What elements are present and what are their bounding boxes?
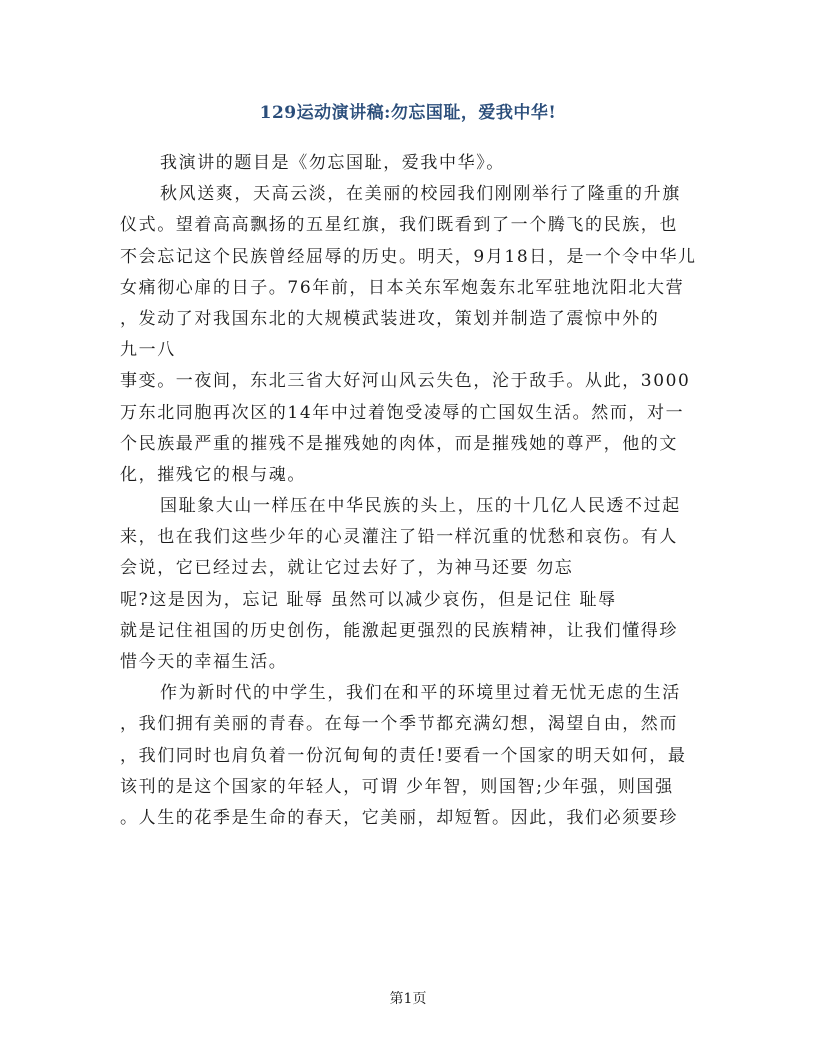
paragraph-line: 仪式。望着高高飘扬的五星红旗，我们既看到了一个腾飞的民族，也 (120, 215, 678, 236)
document-title: 129运动演讲稿:勿忘国耻，爱我中华! (259, 103, 557, 123)
paragraph-line: 。人生的花季是生命的春天，它美丽，却短暂。因此，我们必须要珍 (120, 807, 678, 828)
paragraph-line: 女痛彻心扉的日子。76年前，日本关东军炮轰东北军驻地沈阳北大营 (120, 277, 685, 298)
paragraph-line: 来，也在我们这些少年的心灵灌注了铅一样沉重的忧愁和哀伤。有人 (120, 527, 678, 548)
paragraph-line: 国耻象大山一样压在中华民族的头上，压的十几亿人民透不过起 (160, 496, 681, 517)
paragraph-line: ，我们同时也肩负着一份沉甸甸的责任!要看一个国家的明天如何，最 (120, 745, 687, 766)
paragraph-line: 事变。一夜间，东北三省大好河山风云失色，沦于敌手。从此，3000 (120, 371, 691, 392)
paragraph-line: 个民族最严重的摧残不是摧残她的肉体，而是摧残她的尊严，他的文 (120, 433, 678, 454)
paragraph-line: 化，摧残它的根与魂。 (120, 464, 306, 485)
paragraph-line: 万东北同胞再次区的14年中过着饱受凌辱的亡国奴生活。然而，对一 (120, 402, 685, 423)
paragraph-line: 呢?这是因为，忘记 耻辱 虽然可以减少哀伤，但是记住 耻辱 (120, 589, 617, 610)
paragraph-line: 九一八 (120, 340, 176, 361)
paragraph-line: 不会忘记这个民族曾经屈辱的历史。明天，9月18日，是一个令中华儿 (120, 246, 697, 267)
paragraph-line: 惜今天的幸福生活。 (120, 652, 288, 672)
paragraph-line: 我演讲的题目是《勿忘国耻，爱我中华》。 (160, 153, 505, 173)
page-number: 第1页 (389, 991, 427, 1007)
paragraph-line: 会说，它已经过去，就让它过去好了，为神马还要 勿忘 (120, 558, 574, 579)
paragraph-line: 秋风送爽，天高云淡，在美丽的校园我们刚刚举行了隆重的升旗 (160, 184, 681, 205)
paragraph-line: ，我们拥有美丽的青春。在每一个季节都充满幻想，渴望自由，然而 (120, 714, 678, 735)
paragraph-line: 该刊的是这个国家的年轻人，可谓 少年智，则国智;少年强，则国强 (120, 776, 674, 797)
paragraph-line: 就是记住祖国的历史创伤，能激起更强烈的民族精神，让我们懂得珍 (120, 620, 678, 641)
document-body (120, 148, 720, 834)
paragraph-line: 作为新时代的中学生，我们在和平的环境里过着无忧无虑的生活 (160, 683, 681, 704)
paragraph-line: ，发动了对我国东北的大规模武装进攻，策划并制造了震惊中外的 (120, 308, 660, 329)
